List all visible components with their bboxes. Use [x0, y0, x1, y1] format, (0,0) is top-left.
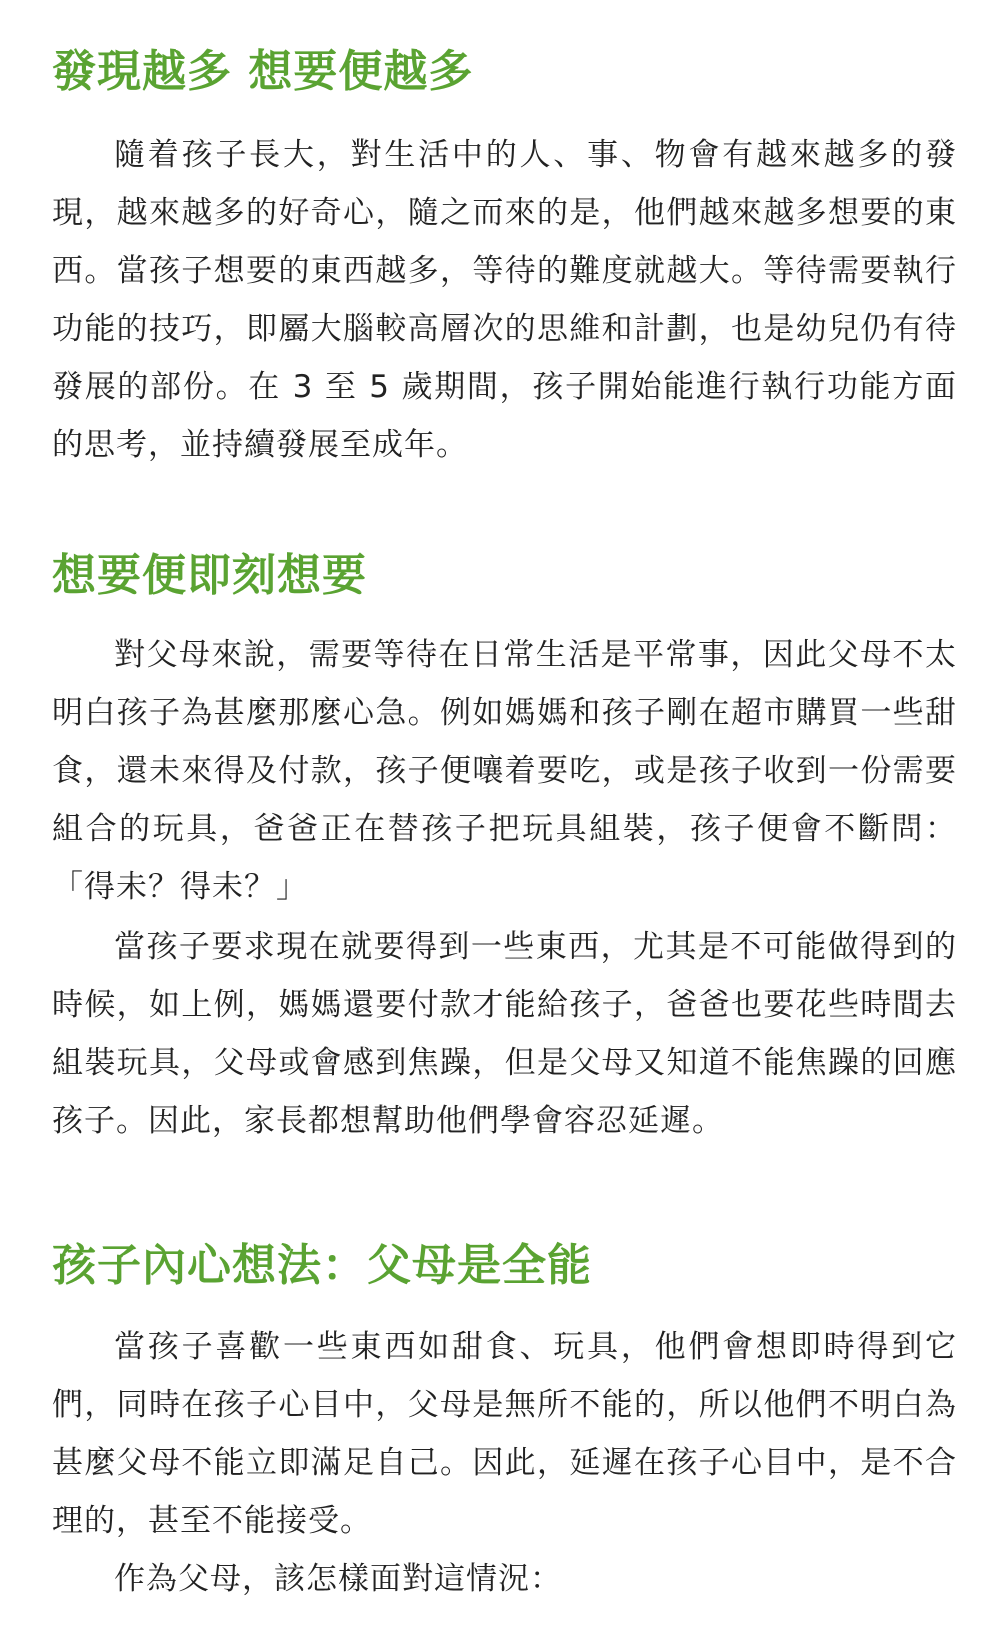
section-paragraph: 當孩子喜歡一些東西如甜食、玩具，他們會想即時得到它們，同時在孩子心目中，父母是無所不能的，所以他們不明白為甚麼父母不能立即滿足自己。因此，延遲在孩子心目中，是不合理的，甚至不能接受。 — [52, 1329, 957, 1539]
section-heading-discover-more: 發現越多 想要便越多 — [52, 46, 474, 97]
section-paragraph: 隨着孩子長大，對生活中的人、事、物會有越來越多的發現，越來越多的好奇心，隨之而來的是，他們越來越多想要的東西。當孩子想要的東西越多，等待的難度就越大。等待需要執行功能的技巧，即屬大腦較高層次的思維和計劃，也是幼兒仍有待發展的部份。在 3 至 5 歲期間，孩子開始能進行執行功能方面的思考，並持續發展至成年。 — [52, 137, 957, 463]
section-heading-want-now: 想要便即刻想要 — [52, 550, 367, 601]
section-heading-child-thoughts: 孩子內心想法：父母是全能 — [52, 1240, 592, 1291]
section-paragraph: 當孩子要求現在就要得到一些東西，尤其是不可能做得到的時候，如上例，媽媽還要付款才能給孩子，爸爸也要花些時間去組裝玩具，父母或會感到焦躁，但是父母又知道不能焦躁的回應孩子。因此，家長都想幫助他們學會容忍延遲。 — [52, 929, 957, 1139]
section-paragraph: 作為父母，該怎樣面對這情況： — [114, 1561, 562, 1597]
section-paragraph: 對父母來說，需要等待在日常生活是平常事，因此父母不太明白孩子為甚麼那麼心急。例如媽媽和孩子剛在超市購買一些甜食，還未來得及付款，孩子便嚷着要吃，或是孩子收到一份需要組合的玩具，爸爸正在替孩子把玩具組裝，孩子便會不斷問：「得未？得未？」 — [52, 637, 957, 905]
